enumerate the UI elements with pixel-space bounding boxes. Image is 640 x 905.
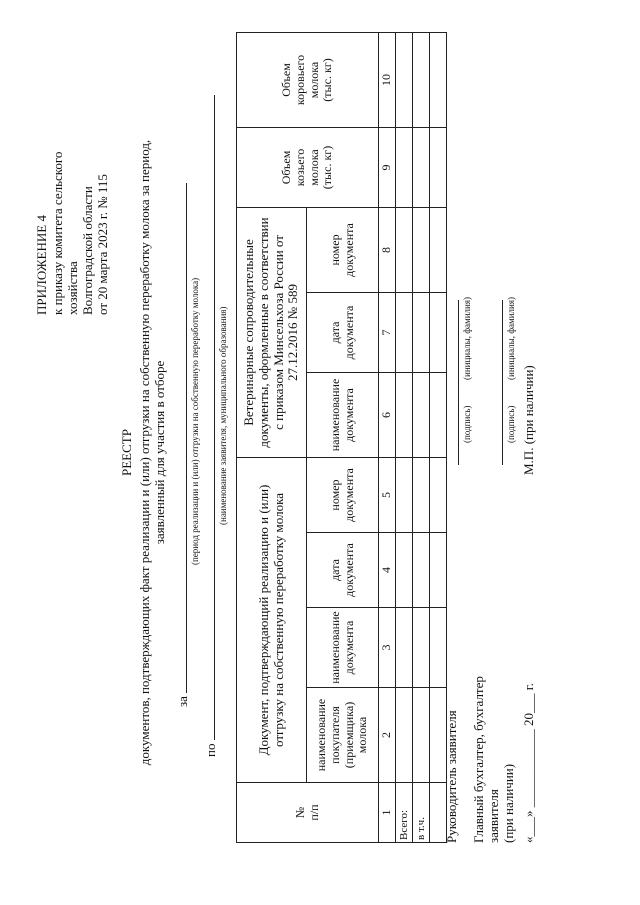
appendix-line-5: от 20 марта 2023 г. № 115 bbox=[95, 174, 110, 315]
header-doc-date: дата документа bbox=[307, 533, 379, 608]
chief-accountant-line-2: заявителя bbox=[486, 789, 501, 843]
date-line: «___» ____________ 20___ г. bbox=[521, 683, 536, 843]
chief-accountant-line-3: (при наличии) bbox=[501, 763, 516, 843]
header-cow-volume: Объем коровьего молока (тыс. кг) bbox=[237, 32, 379, 127]
period-prefix: за bbox=[175, 696, 190, 707]
col-number: 6 bbox=[379, 372, 396, 457]
header-vet-number: номер документа bbox=[307, 207, 379, 292]
appendix-line-1: ПРИЛОЖЕНИЕ 4 bbox=[34, 215, 49, 315]
head-label: Руководитель заявителя bbox=[444, 710, 459, 843]
col-number: 3 bbox=[379, 608, 396, 688]
table-row-including bbox=[413, 32, 430, 842]
appendix-line-3: хозяйства bbox=[65, 261, 80, 315]
period-line bbox=[186, 183, 187, 693]
header-vet-group: Ветеринарные сопроводительные документы, оформленные в соответствии с приказом Минсельхоза России от 27.12.2016 № 589 bbox=[237, 207, 307, 457]
period-hint: (период реализации и (или) отгрузки на собственную переработку молока) bbox=[190, 277, 200, 565]
table-row-total bbox=[396, 32, 413, 842]
register-table bbox=[236, 32, 447, 843]
col-number: 4 bbox=[379, 533, 396, 608]
applicant-line bbox=[214, 95, 215, 740]
applicant-hint: (наименование заявителя, муниципального образования) bbox=[218, 306, 228, 525]
title-line-2: документов, подтверждающих факт реализации и (или) отгрузки на собственную переработку молока за период, bbox=[137, 139, 152, 766]
title-line-3: заявленный для участия в отборе bbox=[152, 360, 167, 545]
header-doc-number: номер документа bbox=[307, 457, 379, 532]
header-doc-name: наименование документа bbox=[307, 608, 379, 688]
col-number: 10 bbox=[379, 32, 396, 127]
col-number: 9 bbox=[379, 127, 396, 207]
applicant-prefix: по bbox=[203, 743, 218, 757]
head-sign-line bbox=[458, 380, 459, 465]
col-number: 2 bbox=[379, 688, 396, 783]
col-number: 7 bbox=[379, 292, 396, 372]
col-number: 8 bbox=[379, 207, 396, 292]
seal-label: М.П. (при наличии) bbox=[521, 365, 536, 475]
appendix-line-4: Волгоградской области bbox=[80, 186, 95, 315]
header-num: № п/п bbox=[237, 783, 379, 843]
chief-sign-line bbox=[502, 380, 503, 465]
chief-name-line bbox=[502, 300, 503, 385]
head-sign-hint: (подпись) bbox=[462, 405, 472, 443]
including-label: в т.ч. bbox=[413, 783, 430, 843]
total-label: Всего: bbox=[396, 783, 413, 843]
page-title: РЕЕСТР bbox=[119, 429, 134, 476]
chief-accountant-line-1: Главный бухгалтер, бухгалтер bbox=[471, 676, 486, 843]
chief-sign-hint: (подпись) bbox=[506, 405, 516, 443]
head-name-line bbox=[458, 300, 459, 385]
header-doc-group: Документ, подтверждающий реализацию и (или) отгрузку на собственную переработку молока bbox=[237, 457, 307, 782]
head-name-hint: (инициалы, фамилия) bbox=[462, 297, 472, 380]
chief-name-hint: (инициалы, фамилия) bbox=[506, 297, 516, 380]
col-number: 5 bbox=[379, 457, 396, 532]
header-vet-name: наименование документа bbox=[307, 372, 379, 457]
appendix-line-2: к приказу комитета сельского bbox=[50, 151, 65, 315]
header-buyer: наименование покупателя (приемщика) молока bbox=[307, 688, 379, 783]
header-vet-date: дата документа bbox=[307, 292, 379, 372]
col-number: 1 bbox=[379, 783, 396, 843]
header-goat-volume: Объем козьего молока (тыс. кг) bbox=[237, 127, 379, 207]
